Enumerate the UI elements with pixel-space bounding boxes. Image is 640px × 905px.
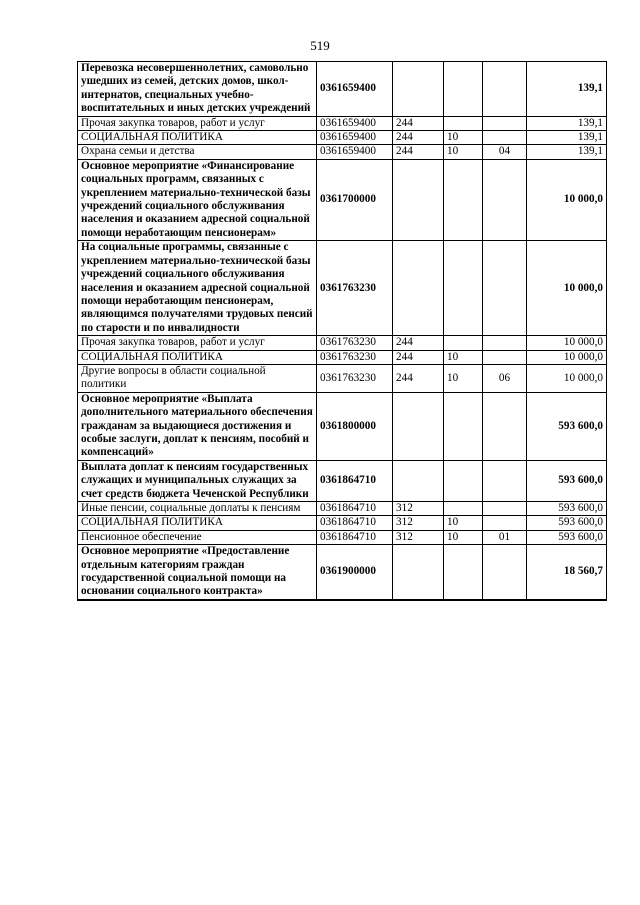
table-row: [78, 392, 607, 460]
amount-cell: 593 600,0: [527, 516, 607, 530]
target-article-code-cell: 0361763230: [317, 350, 393, 364]
section-code-cell: [444, 460, 483, 501]
row-name-cell: Другие вопросы в области социальной политики: [78, 364, 317, 392]
subsection-code-cell: [483, 516, 527, 530]
expense-type-code-cell: [393, 460, 444, 501]
row-name-cell: Основное мероприятие «Выплата дополнительного материального обеспечения гражданам за выдающиеся достижения и особые заслуги, доплат к пенсиям, пособий и компенсаций»: [78, 392, 317, 460]
row-name-cell: Иные пенсии, социальные доплаты к пенсиям: [78, 502, 317, 516]
expense-type-code-cell: 244: [393, 116, 444, 130]
subsection-code-cell: [483, 336, 527, 350]
table-row: [78, 241, 607, 336]
subsection-code-cell: [483, 159, 527, 240]
section-code-cell: [444, 116, 483, 130]
target-article-code-cell: 0361800000: [317, 392, 393, 460]
amount-cell: 139,1: [527, 116, 607, 130]
expense-type-code-cell: 244: [393, 145, 444, 159]
section-code-cell: 10: [444, 530, 483, 544]
row-name-cell: Прочая закупка товаров, работ и услуг: [78, 116, 317, 130]
expense-type-code-cell: [393, 392, 444, 460]
expense-type-code-cell: [393, 545, 444, 600]
row-name-cell: Перевозка несовершеннолетних, самовольно ушедших из семей, детских домов, школ-интернатов, специальных учебно-воспитательных и иных детских учреждений: [78, 62, 317, 117]
table-row: [78, 336, 607, 350]
table-row: [78, 145, 607, 159]
table-row: [78, 502, 607, 516]
table-row: [78, 516, 607, 530]
target-article-code-cell: 0361659400: [317, 116, 393, 130]
row-name-cell: Выплата доплат к пенсиям государственных служащих и муниципальных служащих за счет средств бюджета Чеченской Республики: [78, 460, 317, 501]
row-name-cell: Пенсионное обеспечение: [78, 530, 317, 544]
expense-type-code-cell: 244: [393, 131, 444, 145]
expense-type-code-cell: 244: [393, 364, 444, 392]
expense-type-code-cell: 244: [393, 336, 444, 350]
target-article-code-cell: 0361864710: [317, 460, 393, 501]
subsection-code-cell: [483, 241, 527, 336]
row-name-cell: СОЦИАЛЬНАЯ ПОЛИТИКА: [78, 516, 317, 530]
amount-cell: 10 000,0: [527, 336, 607, 350]
subsection-code-cell: [483, 502, 527, 516]
expense-type-code-cell: 244: [393, 350, 444, 364]
expense-type-code-cell: [393, 62, 444, 117]
expense-type-code-cell: 312: [393, 530, 444, 544]
section-code-cell: 10: [444, 364, 483, 392]
section-code-cell: [444, 336, 483, 350]
section-code-cell: 10: [444, 350, 483, 364]
row-name-cell: СОЦИАЛЬНАЯ ПОЛИТИКА: [78, 131, 317, 145]
expense-type-code-cell: [393, 241, 444, 336]
subsection-code-cell: [483, 392, 527, 460]
amount-cell: 10 000,0: [527, 241, 607, 336]
budget-table-body: [78, 62, 607, 600]
subsection-code-cell: 06: [483, 364, 527, 392]
row-name-cell: Основное мероприятие «Предоставление отдельным категориям граждан государственной социальной помощи на основании социального контракта»: [78, 545, 317, 600]
subsection-code-cell: 04: [483, 145, 527, 159]
amount-cell: 139,1: [527, 62, 607, 117]
target-article-code-cell: 0361864710: [317, 530, 393, 544]
target-article-code-cell: 0361763230: [317, 241, 393, 336]
amount-cell: 593 600,0: [527, 460, 607, 501]
section-code-cell: [444, 502, 483, 516]
section-code-cell: [444, 159, 483, 240]
subsection-code-cell: [483, 116, 527, 130]
section-code-cell: [444, 545, 483, 600]
target-article-code-cell: 0361763230: [317, 336, 393, 350]
subsection-code-cell: [483, 62, 527, 117]
section-code-cell: [444, 241, 483, 336]
section-code-cell: 10: [444, 131, 483, 145]
subsection-code-cell: [483, 460, 527, 501]
target-article-code-cell: 0361700000: [317, 159, 393, 240]
subsection-code-cell: [483, 545, 527, 600]
amount-cell: 593 600,0: [527, 392, 607, 460]
table-row: [78, 545, 607, 600]
amount-cell: 593 600,0: [527, 530, 607, 544]
amount-cell: 10 000,0: [527, 159, 607, 240]
target-article-code-cell: 0361864710: [317, 516, 393, 530]
target-article-code-cell: 0361659400: [317, 62, 393, 117]
section-code-cell: 10: [444, 145, 483, 159]
amount-cell: 18 560,7: [527, 545, 607, 600]
row-name-cell: Охрана семьи и детства: [78, 145, 317, 159]
section-code-cell: [444, 392, 483, 460]
expense-type-code-cell: 312: [393, 502, 444, 516]
table-row: [78, 131, 607, 145]
amount-cell: 10 000,0: [527, 350, 607, 364]
target-article-code-cell: 0361659400: [317, 145, 393, 159]
row-name-cell: На социальные программы, связанные с укреплением материально-технической базы учреждений социального обслуживания населения и оказанием адресной социальной помощи неработающим пенсионерам, являющимся получателями трудовых пенсий по старости и по инвалидности: [78, 241, 317, 336]
target-article-code-cell: 0361900000: [317, 545, 393, 600]
row-name-cell: Прочая закупка товаров, работ и услуг: [78, 336, 317, 350]
subsection-code-cell: [483, 131, 527, 145]
table-row: [78, 350, 607, 364]
table-row: [78, 116, 607, 130]
amount-cell: 10 000,0: [527, 364, 607, 392]
table-row: [78, 460, 607, 501]
section-code-cell: 10: [444, 516, 483, 530]
target-article-code-cell: 0361659400: [317, 131, 393, 145]
amount-cell: 593 600,0: [527, 502, 607, 516]
subsection-code-cell: [483, 350, 527, 364]
target-article-code-cell: 0361864710: [317, 502, 393, 516]
table-row: [78, 159, 607, 240]
budget-table: [77, 61, 607, 601]
page-number: 519: [310, 38, 330, 53]
table-row: [78, 62, 607, 117]
row-name-cell: СОЦИАЛЬНАЯ ПОЛИТИКА: [78, 350, 317, 364]
amount-cell: 139,1: [527, 131, 607, 145]
subsection-code-cell: 01: [483, 530, 527, 544]
expense-type-code-cell: 312: [393, 516, 444, 530]
amount-cell: 139,1: [527, 145, 607, 159]
table-row: [78, 364, 607, 392]
row-name-cell: Основное мероприятие «Финансирование социальных программ, связанных с укреплением материально-технической базы учреждений социального обслуживания населения и оказанием адресной социальной помощи неработающим пенсионерам»: [78, 159, 317, 240]
table-row: [78, 530, 607, 544]
target-article-code-cell: 0361763230: [317, 364, 393, 392]
section-code-cell: [444, 62, 483, 117]
expense-type-code-cell: [393, 159, 444, 240]
